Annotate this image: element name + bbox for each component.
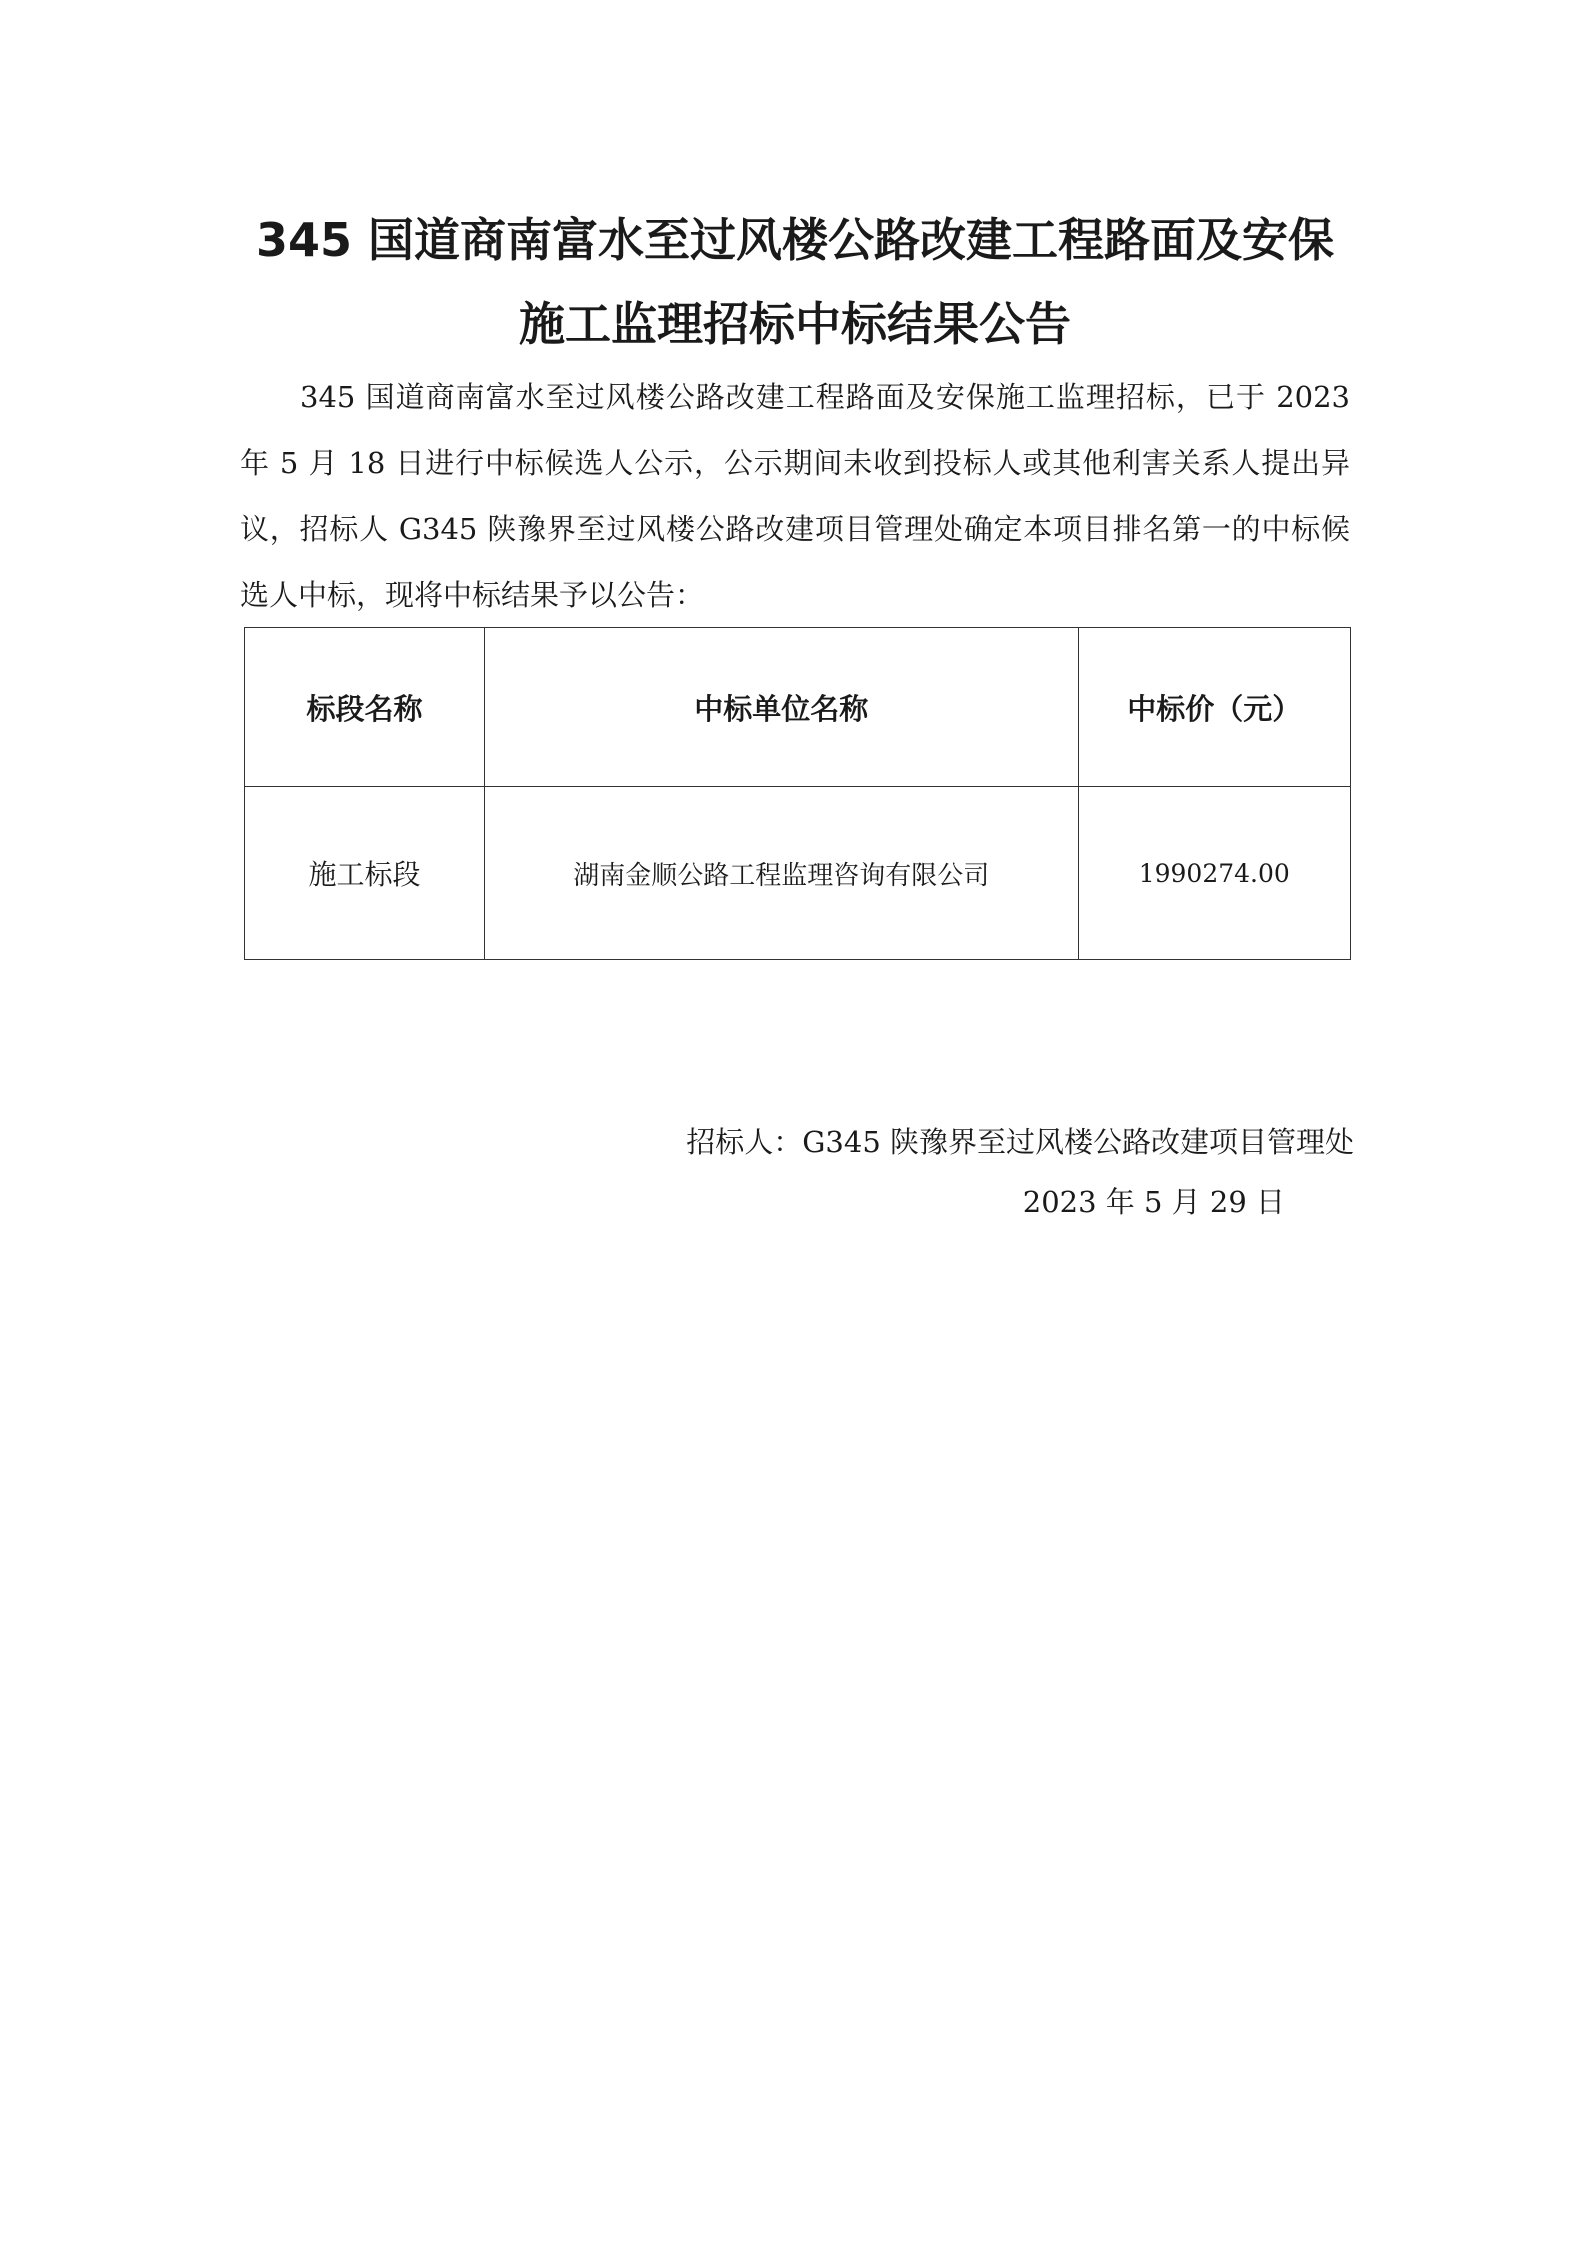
notice-title: 345 国道商南富水至过风楼公路改建工程路面及安保施工监理招标中标结果公告 (255, 213, 1335, 351)
signature-date: 2023 年 5 月 29 日 (1022, 1185, 1285, 1219)
header-winning-company: 中标单位名称 (485, 628, 1078, 787)
signature-issuer: 招标人：G345 陕豫界至过风楼公路改建项目管理处 (686, 1125, 1354, 1159)
cell-section-name: 施工标段 (245, 787, 485, 960)
award-result-table (244, 627, 1351, 960)
table-header-row (245, 628, 1351, 787)
header-award-price: 中标价（元） (1078, 628, 1350, 787)
table-row (245, 787, 1351, 960)
cell-award-price: 1990274.00 (1078, 787, 1350, 960)
header-section-name: 标段名称 (245, 628, 485, 787)
notice-body: 345 国道商南富水至过风楼公路改建工程路面及安保施工监理招标，已于 2023 年 5 月 18 日进行中标候选人公示，公示期间未收到投标人或其他利害关系人提出异议，招标人 G345 陕豫界至过风楼公路改建项目管理处确定本项目排名第一的中标候选人中标，现将中标结果予以公告： (240, 380, 1350, 612)
cell-winning-company: 湖南金顺公路工程监理咨询有限公司 (485, 787, 1078, 960)
